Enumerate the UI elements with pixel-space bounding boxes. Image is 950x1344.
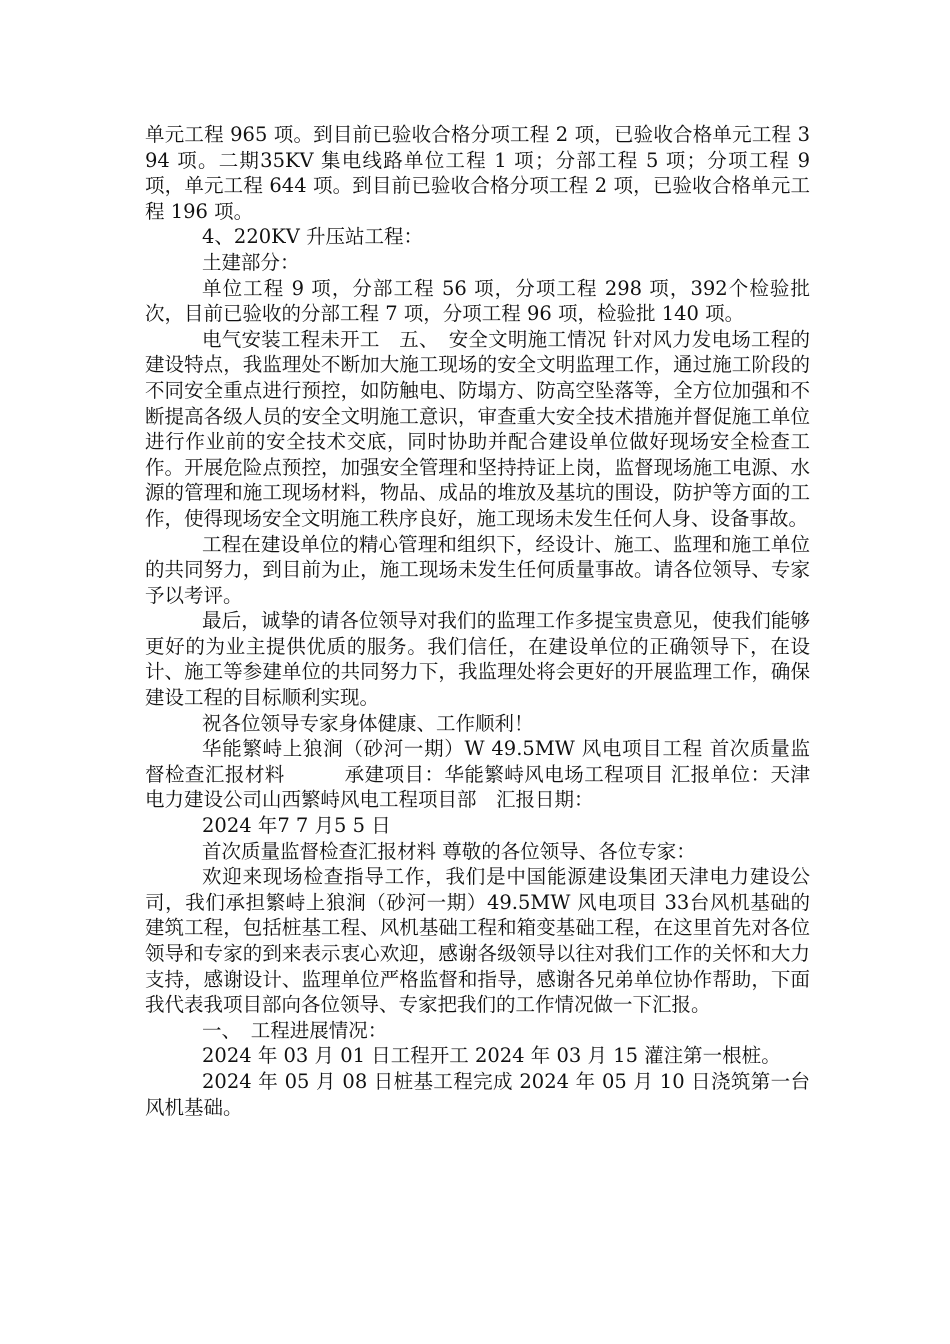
paragraph-quality: 工程在建设单位的精心管理和组织下，经设计、施工、监理和施工单位的共同努力，到目前为止，施工现场未发生任何质量事故。请各位领导、专家予以考评。: [145, 532, 810, 607]
paragraph-welcome: 欢迎来现场检查指导工作，我们是中国能源建设集团天津电力建设公司，我们承担繁峙上狼涧（砂河一期）49.5MW 风电项目 33台风机基础的建筑工程，包括桩基工程、风机基础工程和箱变基础工程，在这里首先对各位领导和专家的到来表示衷心欢迎，感谢各级领导以往对我们工作的关怀和大力支持，感谢设计、监理单位严格监督和指导，感谢各兄弟单位协作帮助，下面我代表我项目部向各位领导、专家把我们的工作情况做一下汇报。: [145, 865, 810, 1017]
paragraph-progress-start: 2024 年 03 月 01 日工程开工 2024 年 03 月 15 灌注第一根桩。: [202, 1044, 781, 1068]
paragraph-civil-heading: 土建部分：: [202, 250, 300, 274]
paragraph-civil-counts: 单位工程 9 项，分部工程 56 项，分项工程 298 项，392个检验批次，目前已验收的分部工程 7 项，分项工程 96 项，检验批 140 项。: [145, 276, 810, 326]
paragraph-unit-works: 单元工程 965 项。到目前已验收合格分项工程 2 项，已验收合格单元工程 394 项。二期35KV 集电线路单位工程 1 项；分部工程 5 项；分项工程 9 项，单元工程 644 项。到目前已验收合格分项工程 2 项，已验收合格单元工程 196 项。: [145, 123, 810, 223]
paragraph-substation-heading: 4、220KV 升压站工程：: [202, 225, 423, 249]
paragraph-report-date: 2024 年7 7 月5 5 日: [202, 814, 391, 838]
paragraph-safety: 电气安装工程未开工 五、 安全文明施工情况 针对风力发电场工程的建设特点，我监理处不断加大施工现场的安全文明监理工作，通过施工阶段的不同安全重点进行预控，如防触电、防塌方、防高空坠落等，全方位加强和不断提高各级人员的安全文明施工意识，审查重大安全技术措施并督促施工单位进行作业前的安全技术交底，同时协助并配合建设单位做好现场安全检查工作。开展危险点预控，加强安全管理和坚持持证上岗，监督现场施工电源、水源的管理和施工现场材料，物品、成品的堆放及基坑的围设，防护等方面的工作，使得现场安全文明施工秩序良好，施工现场未发生任何人身、设备事故。: [145, 327, 810, 530]
paragraph-progress-heading: 一、 工程进展情况：: [202, 1018, 388, 1042]
paragraph-progress-foundation: 2024 年 05 月 08 日桩基工程完成 2024 年 05 月 10 日浇筑第一台风机基础。: [145, 1069, 810, 1119]
paragraph-wishes: 祝各位领导专家身体健康、工作顺利！: [202, 711, 534, 735]
paragraph-closing: 最后，诚挚的请各位领导对我们的监理工作多提宝贵意见，使我们能够更好的为业主提供优质的服务。我们信任，在建设单位的正确领导下，在设计、施工等参建单位的共同努力下，我监理处将会更好的开展监理工作，确保建设工程的目标顺利实现。: [145, 609, 810, 710]
document-body: [145, 122, 810, 1120]
paragraph-report-title: 华能繁峙上狼涧（砂河一期）W 49.5MW 风电项目工程 首次质量监督检查汇报材料 承建项目：华能繁峙风电场工程项目 汇报单位：天津电力建设公司山西繁峙风电工程项目部 汇报日期：: [145, 737, 810, 812]
paragraph-salutation: 首次质量监督检查汇报材料 尊敬的各位领导、各位专家：: [202, 839, 696, 863]
